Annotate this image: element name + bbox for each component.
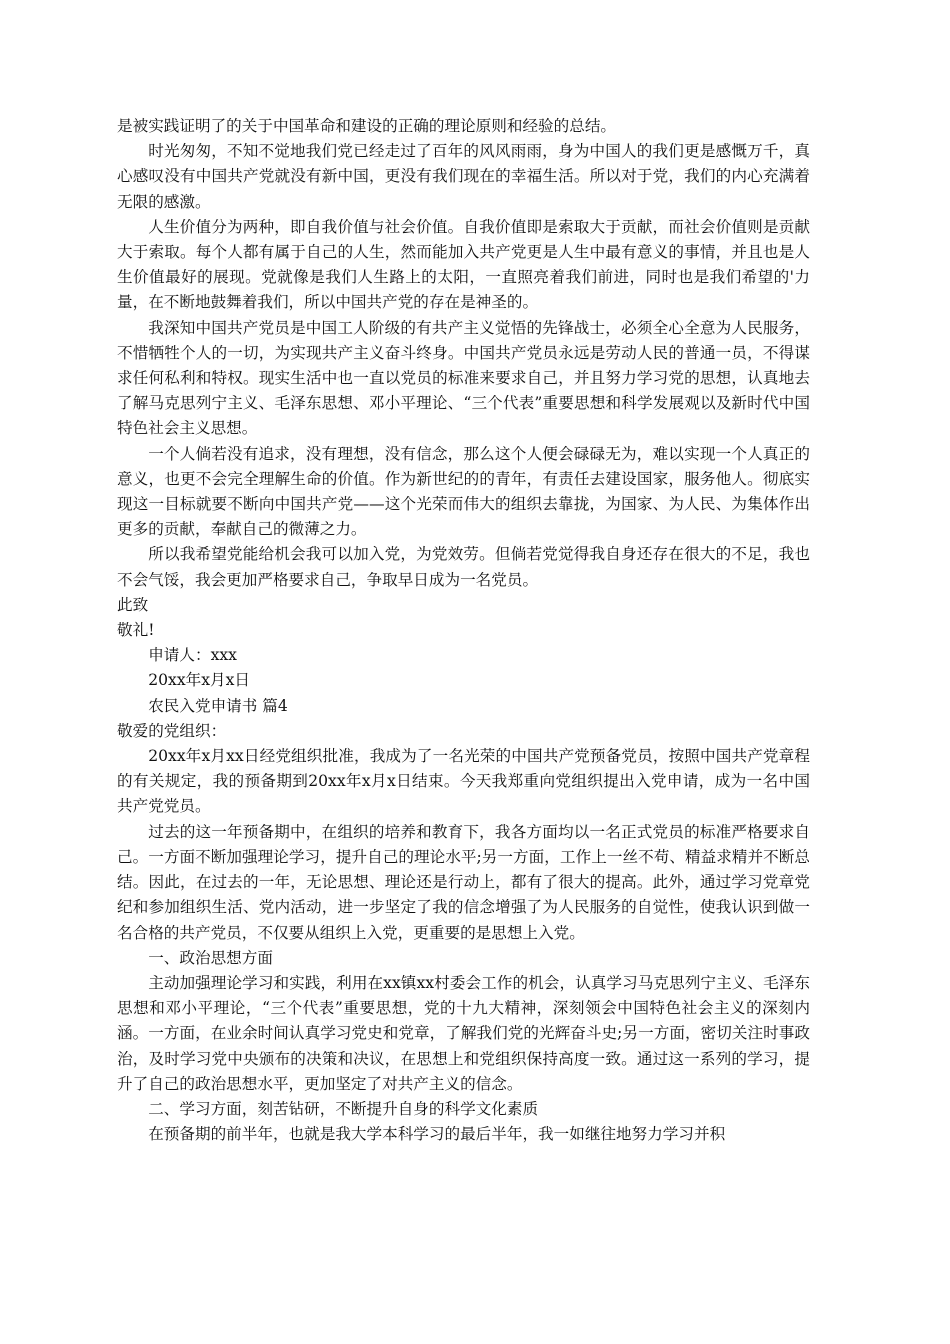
section-title: 农民入党申请书 篇4: [148, 696, 288, 715]
paragraph: 一个人倘若没有追求，没有理想，没有信念，那么这个人便会碌碌无为，难以实现一个人真正的意义，也更不会完全理解生命的价值。作为新世纪的的青年，有责任去建设国家，服务他人。彻底实现这一目标就要不断向中国共产党——这个光荣而伟大的组织去靠拢，为国家、为人民、为集体作出更多的贡献，奉献自己的微薄之力。: [117, 444, 810, 539]
closing-line: 此致: [117, 595, 149, 614]
paragraph: 时光匆匆，不知不觉地我们党已经走过了百年的风风雨雨，身为中国人的我们更是感慨万千，真心感叹没有中国共产党就没有新中国，更没有我们现在的幸福生活。所以对于党，我们的内心充满着无限的感激。: [117, 142, 810, 211]
subheading: 二、学习方面，刻苦钻研，不断提升自身的科学文化素质: [148, 1099, 539, 1118]
date-line: 20xx年x月x日: [148, 671, 250, 690]
paragraph: 我深知中国共产党员是中国工人阶级的有共产主义觉悟的先锋战士，必须全心全意为人民服务，不惜牺牲个人的一切，为实现共产主义奋斗终身。中国共产党员永远是劳动人民的普通一员，不得谋求任何私利和特权。现实生活中也一直以党员的标准来要求自己，并且努力学习党的思想，认真地去了解马克思列宁主义、毛泽东思想、邓小平理论、“三个代表”重要思想和科学发展观以及新时代中国特色社会主义思想。: [117, 318, 810, 438]
subheading: 一、政治思想方面: [148, 948, 273, 967]
paragraph: 在预备期的前半年，也就是我大学本科学习的最后半年，我一如继往地努力学习并积: [148, 1125, 726, 1144]
salutation: 敬礼!: [117, 621, 155, 640]
paragraph: 是被实践证明了的关于中国革命和建设的正确的理论原则和经验的总结。: [117, 117, 617, 135]
paragraph: 过去的这一年预备期中，在组织的培养和教育下，我各方面均以一名正式党员的标准严格要求自己。一方面不断加强理论学习，提升自己的理论水平;另一方面，工作上一丝不苟、精益求精并不断总结。因此，在过去的一年，无论思想、理论还是行动上，都有了很大的提高。此外，通过学习党章党纪和参加组织生活、党内活动，进一步坚定了我的信念增强了为人民服务的自觉性，使我认识到做一名合格的共产党员，不仅要从组织上入党，更重要的是思想上入党。: [117, 822, 810, 942]
paragraph: 主动加强理论学习和实践，利用在xx镇xx村委会工作的机会，认真学习马克思列宁主义、毛泽东思想和邓小平理论，“三个代表”重要思想，党的十九大精神，深刻领会中国特色社会主义的深刻内涵。一方面，在业余时间认真学习党史和党章，了解我们党的光辉奋斗史;另一方面，密切关注时事政治，及时学习党中央颁布的决策和决议，在思想上和党组织保持高度一致。通过这一系列的学习，提升了自己的政治思想水平，更加坚定了对共产主义的信念。: [117, 973, 810, 1093]
document-page: [117, 114, 810, 1147]
greeting: 敬爱的党组织：: [117, 721, 227, 740]
paragraph: 所以我希望党能给机会我可以加入党，为党效劳。但倘若党觉得我自身还存在很大的不足，我也不会气馁，我会更加严格要求自己，争取早日成为一名党员。: [117, 545, 810, 589]
paragraph: 人生价值分为两种，即自我价值与社会价值。自我价值即是索取大于贡献，而社会价值则是贡献大于索取。每个人都有属于自己的人生，然而能加入共产党更是人生中最有意义的事情，并且也是人生价值最好的展现。党就像是我们人生路上的太阳，一直照亮着我们前进，同时也是我们希望的'力量，在不断地鼓舞着我们，所以中国共产党的存在是神圣的。: [117, 217, 810, 312]
applicant-line: 申请人：xxx: [148, 646, 237, 665]
paragraph: 20xx年x月xx日经党组织批准，我成为了一名光荣的中国共产党预备党员，按照中国共产党章程的有关规定，我的预备期到20xx年x月x日结束。今天我郑重向党组织提出入党申请，成为一名中国共产党党员。: [117, 747, 810, 816]
